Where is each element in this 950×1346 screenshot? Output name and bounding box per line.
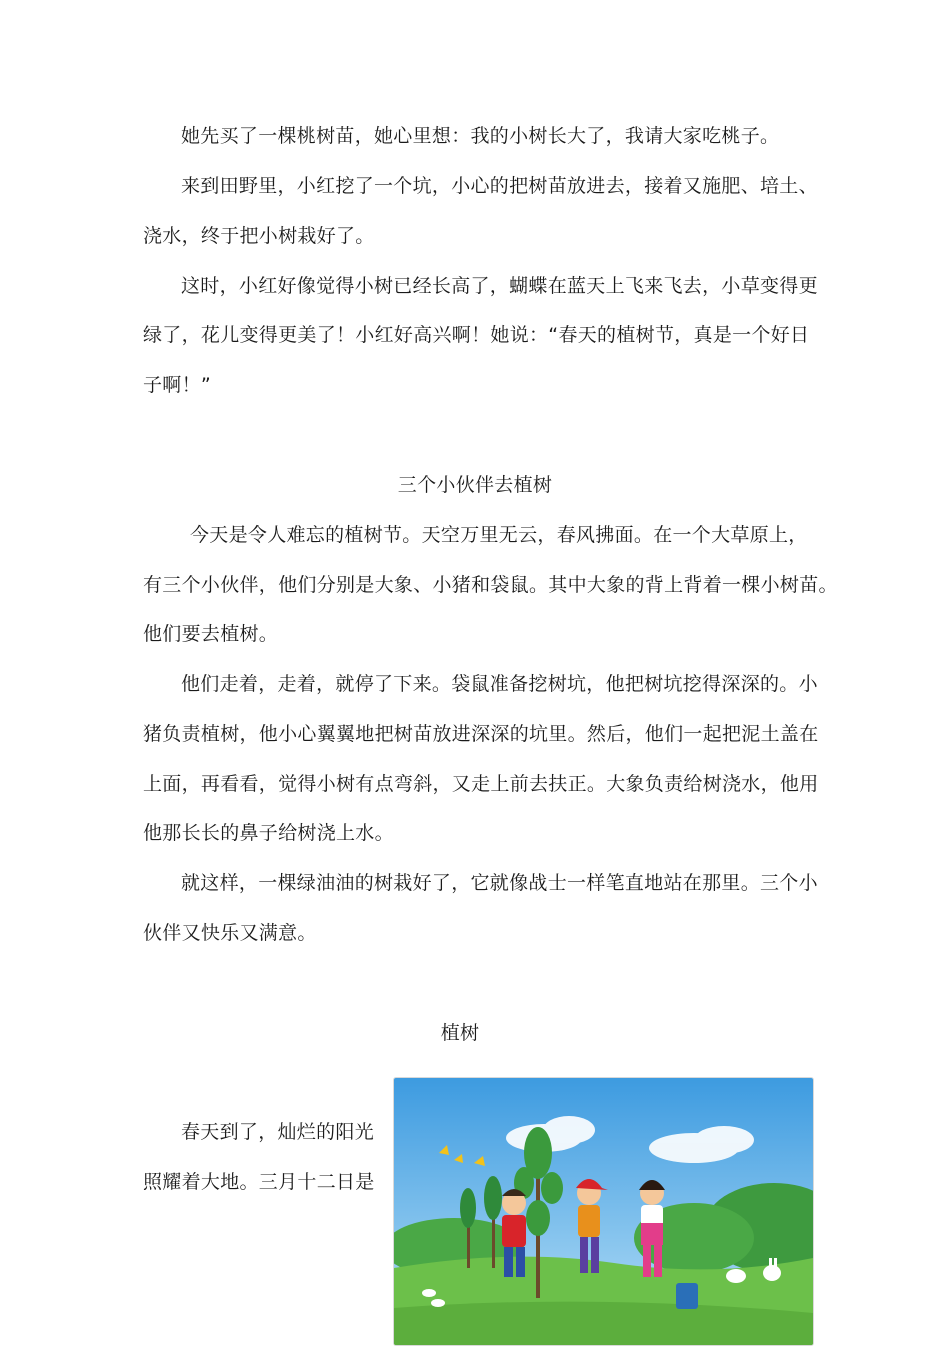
s2-p3-l1: 就这样，一棵绿油油的树栽好了，它就像战士一样笔直地站在那里。三个小 bbox=[181, 872, 818, 894]
s1-p3-l2: 绿了，花儿变得更美了！小红好高兴啊！她说：“春天的植树节，真是一个好日 bbox=[143, 324, 810, 346]
s2-p3-l2: 伙伴又快乐又满意。 bbox=[143, 922, 317, 944]
s3-p1-l2: 照耀着大地。三月十二日是 bbox=[143, 1171, 375, 1193]
s2-p1-l3: 他们要去植树。 bbox=[143, 623, 279, 645]
s3-p1-l1: 春天到了，灿烂的阳光 bbox=[181, 1121, 375, 1143]
s2-p1-l1: 今天是令人难忘的植树节。天空万里无云，春风拂面。在一个大草原上， bbox=[190, 524, 808, 546]
tree-planting-illustration-svg bbox=[394, 1078, 813, 1345]
s1-p1-l1: 她先买了一棵桃树苗，她心里想：我的小树长大了，我请大家吃桃子。 bbox=[181, 125, 780, 147]
s1-p3-l1: 这时，小红好像觉得小树已经长高了，蝴蝶在蓝天上飞来飞去，小草变得更 bbox=[181, 275, 818, 297]
grass-front bbox=[394, 1302, 813, 1345]
s1-p3-l3: 子啊！” bbox=[143, 374, 212, 396]
s1-p2-l1: 来到田野里，小红挖了一个坑，小心的把树苗放进去，接着又施肥、培土、 bbox=[181, 175, 818, 197]
s2-p2-l2: 猪负责植树，他小心翼翼地把树苗放进深深的坑里。然后，他们一起把泥土盖在 bbox=[143, 723, 819, 745]
s1-p2-l2: 浇水，终于把小树栽好了。 bbox=[143, 225, 375, 247]
s2-p2-l4: 他那长长的鼻子给树浇上水。 bbox=[143, 822, 394, 844]
section3-title: 植树 bbox=[440, 1022, 480, 1044]
s2-p1-l2: 有三个小伙伴，他们分别是大象、小猪和袋鼠。其中大象的背上背着一棵小树苗。 bbox=[143, 574, 838, 596]
bucket bbox=[676, 1283, 698, 1309]
tree-planting-illustration bbox=[393, 1077, 814, 1346]
s2-p2-l1: 他们走着，走着，就停了下来。袋鼠准备挖树坑，他把树坑挖得深深的。小 bbox=[181, 673, 818, 695]
section2-title: 三个小伙伴去植树 bbox=[397, 474, 553, 496]
s2-p2-l3: 上面，再看看，觉得小树有点弯斜，又走上前去扶正。大象负责给树浇水，他用 bbox=[143, 773, 819, 795]
